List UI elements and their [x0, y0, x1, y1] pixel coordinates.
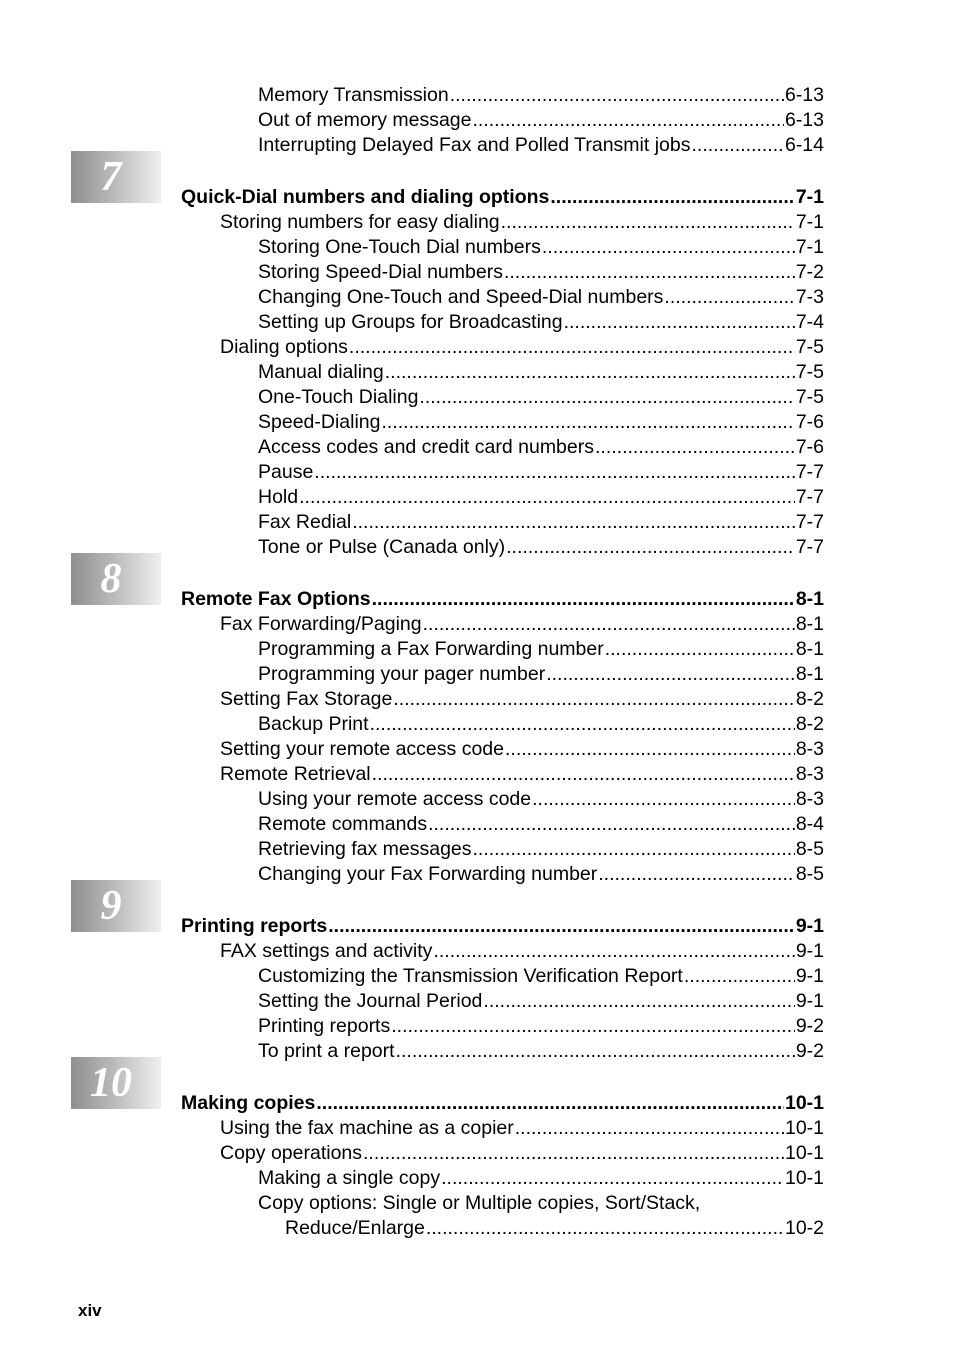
chapter-tab: [71, 553, 161, 605]
dot-leader: [664, 285, 794, 310]
toc-entry-title: Fax Redial: [258, 511, 352, 533]
toc-entry-title: Changing your Fax Forwarding number: [258, 863, 598, 885]
toc-entry-page: 9-1: [795, 990, 824, 1012]
toc-entry-page: 8-1: [795, 613, 824, 635]
toc-entry[interactable]: [220, 1116, 824, 1141]
toc-entry-title: Tone or Pulse (Canada only): [258, 536, 506, 558]
toc-entry-page: 7-5: [795, 336, 824, 358]
toc-entry-title: Printing reports: [258, 1015, 391, 1037]
toc-chapter-entry[interactable]: [181, 1091, 824, 1116]
dot-leader: [506, 535, 795, 560]
toc-entry-page: 9-2: [795, 1040, 824, 1062]
toc-entry-title: Setting Fax Storage: [220, 688, 393, 710]
dot-leader: [382, 410, 795, 435]
toc-entry-title: One-Touch Dialing: [258, 386, 419, 408]
toc-entry-title: Dialing options: [220, 336, 348, 358]
toc-entry[interactable]: [258, 108, 824, 133]
toc-entry-title: Copy operations: [220, 1142, 363, 1164]
toc-entry-page: 6-13: [784, 84, 824, 106]
toc-entry[interactable]: [258, 360, 824, 385]
toc-entry-page: 8-1: [795, 638, 824, 660]
dot-leader: [428, 812, 795, 837]
toc-entry[interactable]: [258, 83, 824, 108]
dot-leader: [605, 637, 795, 662]
toc-entry-title: Remote commands: [258, 813, 428, 835]
toc-entry-title: Out of memory message: [258, 109, 472, 131]
toc-entry[interactable]: [258, 460, 824, 485]
dot-leader: [542, 235, 795, 260]
toc-entry-page: 7-6: [795, 436, 824, 458]
toc-entry-page: 6-13: [784, 109, 824, 131]
toc-entry[interactable]: [258, 535, 824, 560]
toc-entry[interactable]: [258, 989, 824, 1014]
toc-entry-page: 8-1: [795, 588, 824, 610]
toc-entry-page: 7-7: [795, 461, 824, 483]
toc-entry[interactable]: [258, 310, 824, 335]
toc-entry-page: 8-3: [795, 738, 824, 760]
toc-entry[interactable]: [258, 485, 824, 510]
toc-entry-page: 8-3: [795, 763, 824, 785]
dot-leader: [483, 989, 794, 1014]
dot-leader: [501, 210, 795, 235]
toc-entry-title: Setting up Groups for Broadcasting: [258, 311, 563, 333]
toc-entry-page: 8-1: [795, 663, 824, 685]
toc-entry-title: Backup Print: [258, 713, 369, 735]
toc-entry-title: Fax Forwarding/Paging: [220, 613, 422, 635]
toc-entry-page: 9-2: [795, 1015, 824, 1037]
toc-entry[interactable]: [258, 510, 824, 535]
toc-entry-title: Changing One-Touch and Speed-Dial numbers: [258, 286, 664, 308]
toc-entry-page: 10-1: [784, 1117, 824, 1139]
dot-leader: [328, 914, 795, 939]
toc-entry[interactable]: [258, 812, 824, 837]
dot-leader: [441, 1166, 784, 1191]
toc-entry-page: 10-1: [784, 1167, 824, 1189]
toc-entry-title: Using your remote access code: [258, 788, 532, 810]
toc-entry-page: 8-4: [795, 813, 824, 835]
toc-entry[interactable]: [258, 964, 824, 989]
toc-entry-title: Setting your remote access code: [220, 738, 504, 760]
toc-entry[interactable]: [258, 662, 824, 687]
toc-entry-page: 7-6: [795, 411, 824, 433]
toc-entry-title: Speed-Dialing: [258, 411, 381, 433]
dot-leader: [564, 310, 795, 335]
toc-entry[interactable]: [258, 837, 824, 862]
toc-entry-title: Printing reports: [181, 915, 328, 937]
toc-entry[interactable]: [258, 285, 824, 310]
dot-leader: [532, 787, 795, 812]
dot-leader: [316, 1091, 784, 1116]
toc-entry-page: 7-5: [795, 386, 824, 408]
toc-entry-title: Quick-Dial numbers and dialing options: [181, 186, 550, 208]
chapter-tab: [71, 151, 161, 203]
toc-entry[interactable]: [220, 612, 824, 637]
toc-entry-page: 8-5: [795, 863, 824, 885]
toc-entry-page: 7-1: [795, 211, 824, 233]
chapter-tab-number: 8: [100, 556, 122, 602]
toc-entry[interactable]: [220, 210, 824, 235]
chapter-tab-number: 10: [90, 1060, 132, 1106]
toc-entry-title: Hold: [258, 486, 299, 508]
toc-entry[interactable]: [258, 1191, 824, 1216]
toc-entry-page: 9-1: [795, 965, 824, 987]
toc-entry-page: 10-1: [784, 1142, 824, 1164]
toc-entry-title: Storing One-Touch Dial numbers: [258, 236, 541, 258]
toc-entry[interactable]: [220, 939, 824, 964]
toc-entry-title: Setting the Journal Period: [258, 990, 483, 1012]
dot-leader: [352, 510, 795, 535]
dot-leader: [393, 687, 794, 712]
toc-entry-title: Access codes and credit card numbers: [258, 436, 594, 458]
toc-entry-title: Programming a Fax Forwarding number: [258, 638, 604, 660]
dot-leader: [363, 1141, 784, 1166]
dot-leader: [515, 1116, 784, 1141]
toc-entry[interactable]: [220, 1141, 824, 1166]
toc-entry-page: 8-2: [795, 688, 824, 710]
toc-entry[interactable]: [258, 435, 824, 460]
toc-entry[interactable]: [258, 260, 824, 285]
toc-entry-title: Retrieving fax messages: [258, 838, 472, 860]
toc-entry[interactable]: [220, 687, 824, 712]
toc-entry[interactable]: [220, 762, 824, 787]
toc-entry-title: Programming your pager number: [258, 663, 546, 685]
toc-entry[interactable]: [258, 787, 824, 812]
dot-leader: [385, 360, 795, 385]
toc-entry-title: Customizing the Transmission Verification Report: [258, 965, 683, 987]
dot-leader: [691, 133, 783, 158]
toc-entry-page: 7-7: [795, 536, 824, 558]
toc-entry-title: Storing Speed-Dial numbers: [258, 261, 503, 283]
chapter-tab: [71, 1057, 161, 1109]
dot-leader: [370, 712, 795, 737]
toc-entry-title: Making a single copy: [258, 1167, 441, 1189]
dot-leader: [546, 662, 795, 687]
dot-leader: [372, 587, 795, 612]
page-number: xiv: [78, 1301, 102, 1320]
dot-leader: [433, 939, 794, 964]
toc-entry-title: Storing numbers for easy dialing: [220, 211, 500, 233]
dot-leader: [419, 385, 794, 410]
toc-entry-page: 9-1: [795, 915, 824, 937]
toc-entry[interactable]: [258, 1014, 824, 1039]
chapter-tab-number: 7: [100, 154, 122, 200]
toc-entry[interactable]: [258, 133, 824, 158]
toc-entry-page: 8-3: [795, 788, 824, 810]
toc-entry-page: 7-3: [795, 286, 824, 308]
dot-leader: [372, 762, 795, 787]
toc-entry-title: Reduce/Enlarge: [285, 1217, 425, 1239]
dot-leader: [595, 435, 795, 460]
chapter-tab-number: 9: [100, 883, 122, 929]
toc-entry-title: Copy options: Single or Multiple copies, Sort/Stack,: [258, 1192, 701, 1214]
dot-leader: [450, 83, 784, 108]
dot-leader: [504, 260, 795, 285]
toc-entry-page: 7-1: [795, 186, 824, 208]
toc-entry[interactable]: [258, 410, 824, 435]
toc-entry[interactable]: [258, 862, 824, 887]
toc-entry-page: 10-1: [784, 1092, 824, 1114]
dot-leader: [391, 1014, 795, 1039]
toc-entry-title: Pause: [258, 461, 314, 483]
toc-entry-page: 7-5: [795, 361, 824, 383]
dot-leader: [426, 1216, 784, 1241]
toc-entry-title: Making copies: [181, 1092, 316, 1114]
toc-entry-page: 8-2: [795, 713, 824, 735]
toc-entry-page: 10-2: [784, 1217, 824, 1239]
toc-chapter-entry[interactable]: [181, 914, 824, 939]
toc-entry-page: 7-2: [795, 261, 824, 283]
toc-entry-page: 9-1: [795, 940, 824, 962]
toc-entry[interactable]: [258, 1166, 824, 1191]
toc-entry-title: Memory Transmission: [258, 84, 449, 106]
toc-entry-page: 7-1: [795, 236, 824, 258]
toc-entry[interactable]: [258, 712, 824, 737]
toc-entry[interactable]: [258, 637, 824, 662]
dot-leader: [598, 862, 795, 887]
toc-entry[interactable]: [258, 235, 824, 260]
toc-entry-title: FAX settings and activity: [220, 940, 433, 962]
toc-entry-page: 7-7: [795, 486, 824, 508]
toc-entry[interactable]: [258, 385, 824, 410]
dot-leader: [423, 612, 795, 637]
toc-entry[interactable]: [220, 335, 824, 360]
dot-leader: [396, 1039, 795, 1064]
toc-entry-title: Interrupting Delayed Fax and Polled Transmit jobs: [258, 134, 691, 156]
toc-entry-title: To print a report: [258, 1040, 395, 1062]
toc-entry-title: Remote Retrieval: [220, 763, 371, 785]
dot-leader: [684, 964, 795, 989]
toc-entry-title: Manual dialing: [258, 361, 384, 383]
toc-entry-title: Using the fax machine as a copier: [220, 1117, 514, 1139]
toc-chapter-entry[interactable]: [181, 185, 824, 210]
toc-entry[interactable]: [258, 1039, 824, 1064]
dot-leader: [473, 837, 795, 862]
toc-entry-page: 7-7: [795, 511, 824, 533]
toc-entry-page: 8-5: [795, 838, 824, 860]
chapter-tab: [71, 880, 161, 932]
toc-entry-title: Remote Fax Options: [181, 588, 371, 610]
toc-entry-page: 7-4: [795, 311, 824, 333]
toc-entry-page: 6-14: [784, 134, 824, 156]
toc-chapter-entry[interactable]: [181, 587, 824, 612]
dot-leader: [299, 485, 795, 510]
dot-leader: [349, 335, 795, 360]
dot-leader: [550, 185, 794, 210]
dot-leader: [505, 737, 795, 762]
dot-leader: [473, 108, 784, 133]
dot-leader: [314, 460, 795, 485]
toc-entry[interactable]: [220, 737, 824, 762]
toc-entry[interactable]: [285, 1216, 824, 1241]
